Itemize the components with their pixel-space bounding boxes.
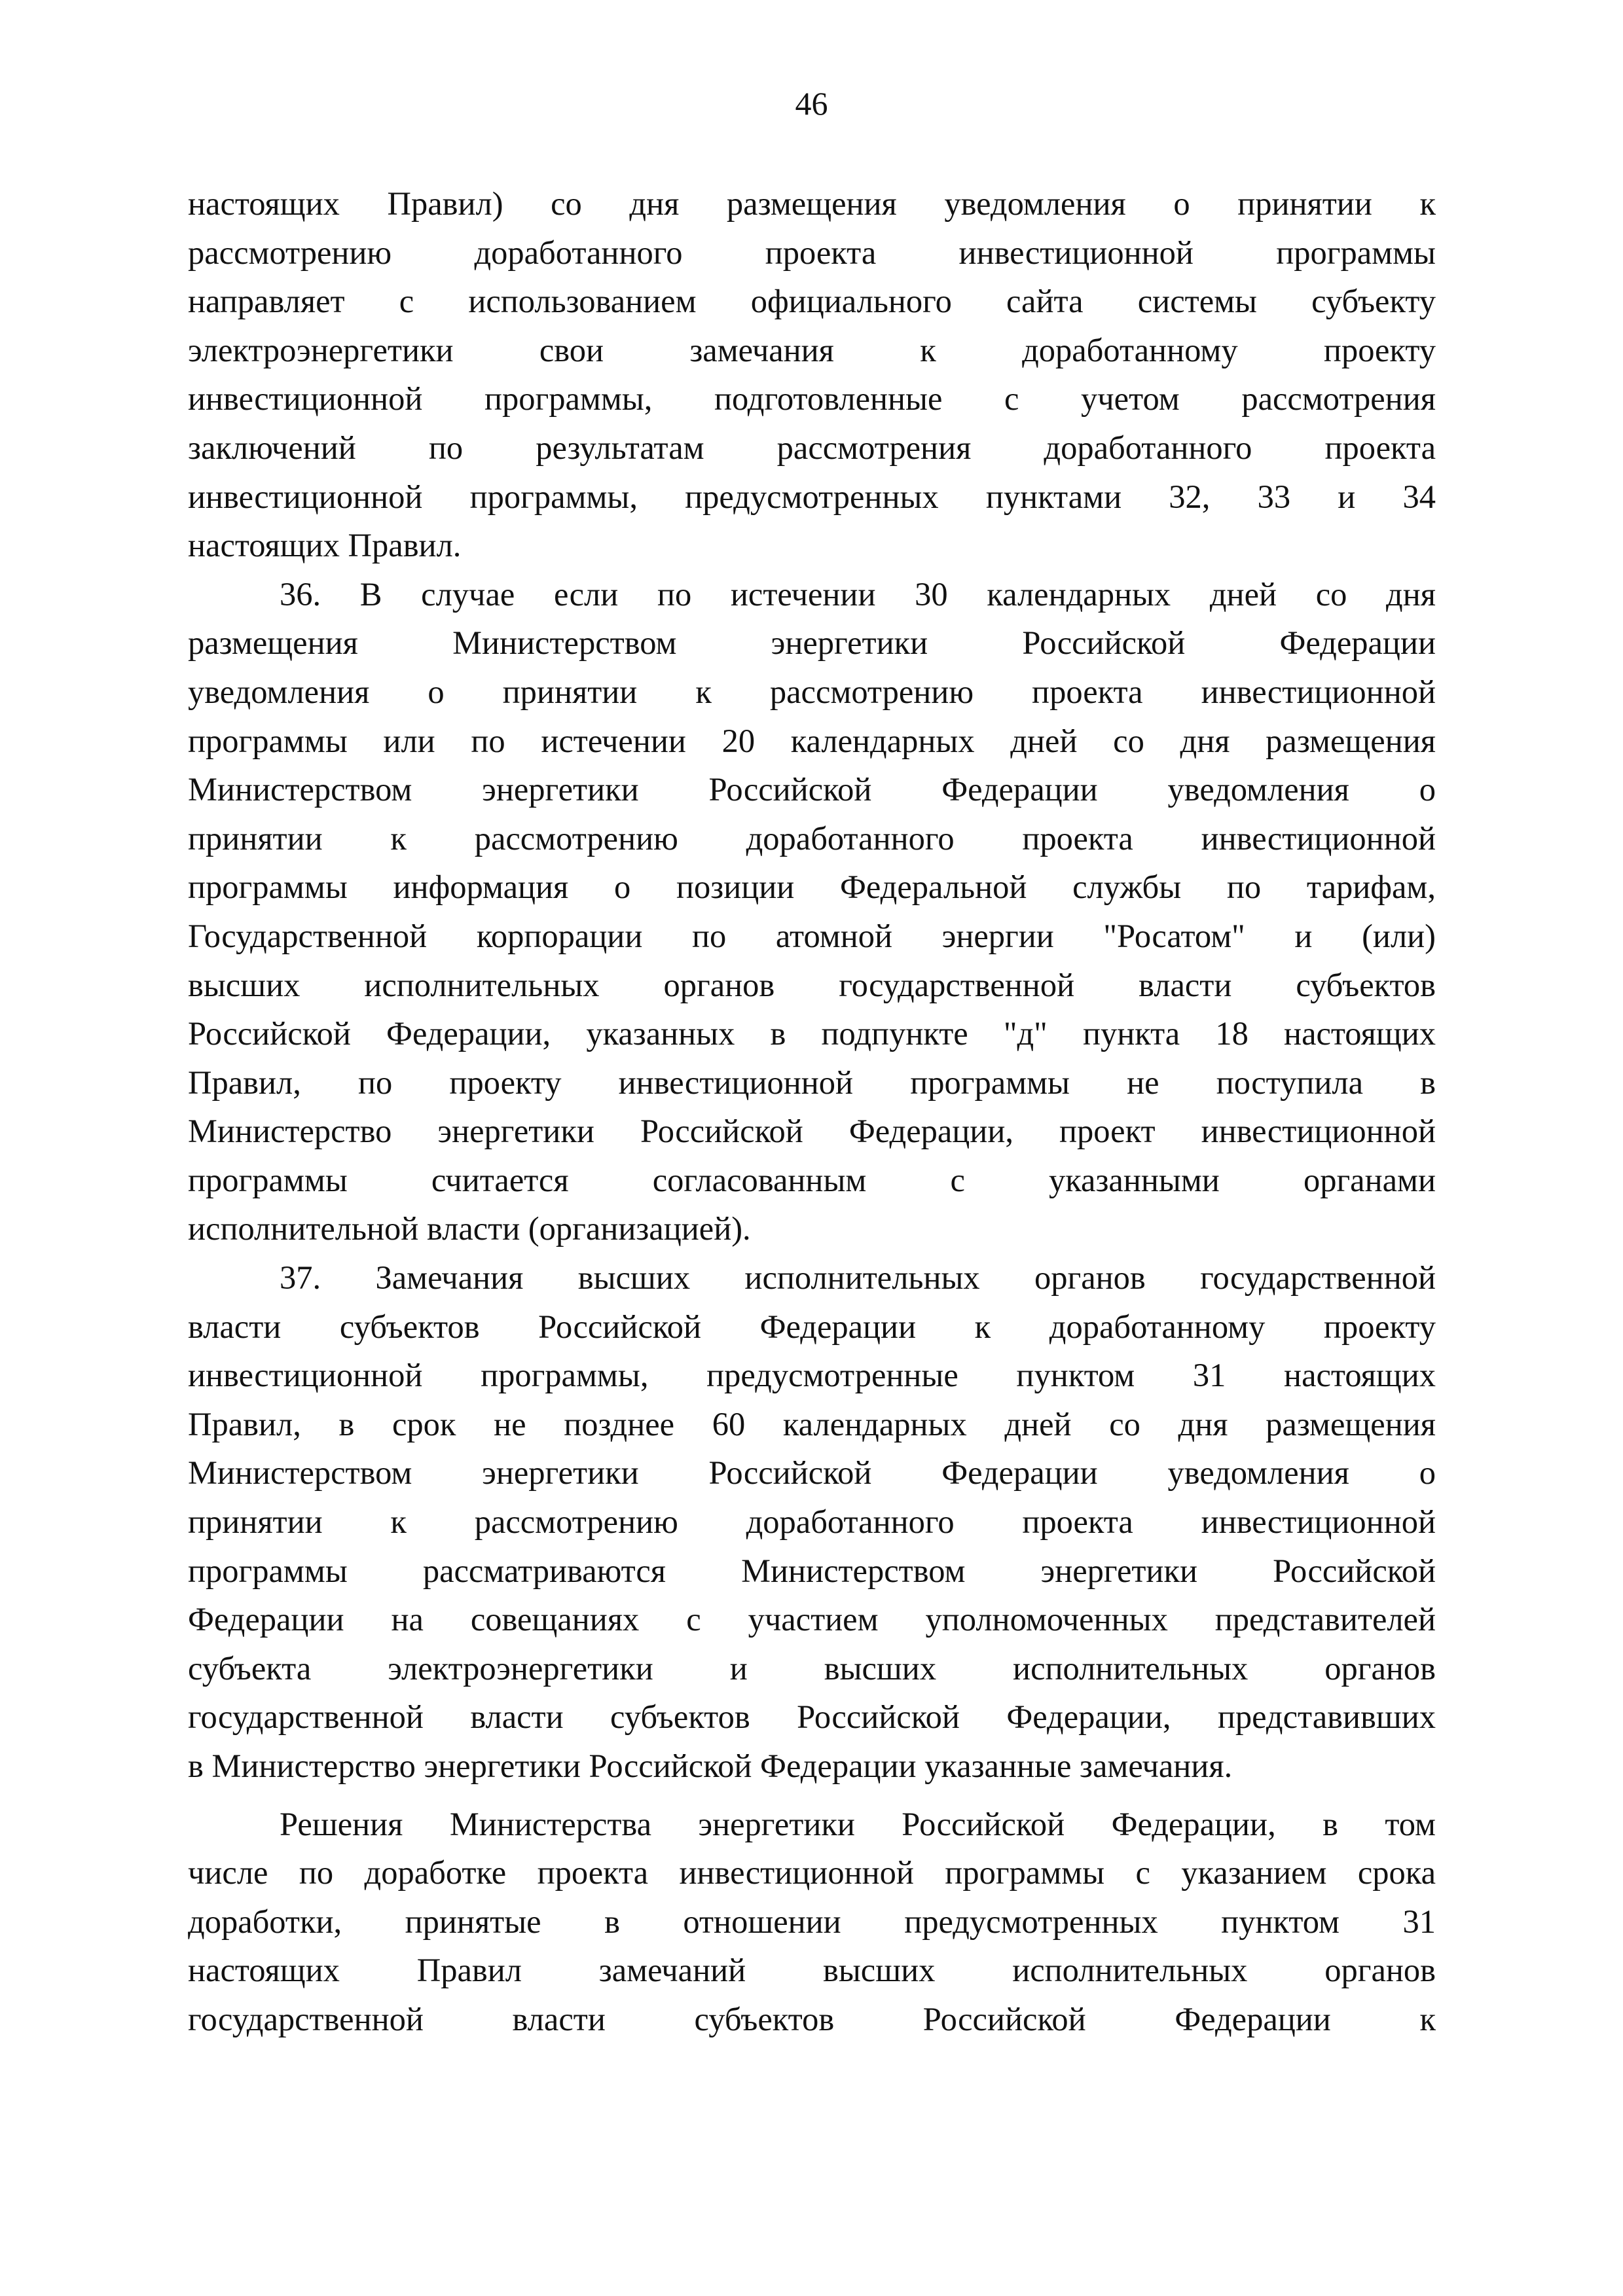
text-line: инвестиционной программы, предусмотренные пунктом 31 настоящих [188, 1357, 1436, 1394]
text-line: Федерации на совещаниях с участием уполномоченных представителей [188, 1601, 1436, 1638]
text-line: уведомления о принятии к рассмотрению проекта инвестиционной [188, 673, 1436, 710]
text-line: власти субъектов Российской Федерации к доработанному проекту [188, 1308, 1436, 1345]
text-line: доработки, принятые в отношении предусмотренных пунктом 31 [188, 1903, 1436, 1940]
document-body [188, 179, 1436, 2044]
text-line: настоящих Правил) со дня размещения уведомления о принятии к [188, 185, 1436, 222]
text-line: субъекта электроэнергетики и высших исполнительных органов [188, 1649, 1436, 1687]
text-line: принятии к рассмотрению доработанного проекта инвестиционной [188, 819, 1436, 857]
text-line: программы информация о позиции Федеральной службы по тарифам, [188, 869, 1436, 906]
page-number: 46 [795, 85, 828, 122]
text-line: настоящих Правил замечаний высших исполнительных органов [188, 1952, 1436, 1989]
text-line: Государственной корпорации по атомной энергии "Росатом" и (или) [188, 917, 1436, 954]
text-line: рассмотрению доработанного проекта инвестиционной программы [188, 234, 1436, 271]
text-line: числе по доработке проекта инвестиционной программы с указанием срока [188, 1854, 1436, 1892]
text-line: государственной власти субъектов Российской Федерации, представивших [188, 1698, 1436, 1736]
text-line: в Министерство энергетики Российской Федерации указанные замечания. [188, 1748, 1233, 1784]
text-line: Решения Министерства энергетики Российской Федерации, в том [280, 1805, 1436, 1842]
text-line: направляет с использованием официального сайта системы субъекту [188, 283, 1436, 320]
text-line: исполнительной власти (организацией). [188, 1210, 751, 1247]
text-line: государственной власти субъектов Российской Федерации к [188, 2000, 1436, 2037]
text-line: инвестиционной программы, подготовленные с учетом рассмотрения [188, 380, 1436, 418]
text-line: программы считается согласованным с указанными органами [188, 1161, 1436, 1198]
text-line: Министерство энергетики Российской Федерации, проект инвестиционной [188, 1113, 1436, 1150]
text-line: Министерством энергетики Российской Федерации уведомления о [188, 1454, 1436, 1492]
text-line: настоящих Правил. [188, 527, 462, 564]
text-line: 37. Замечания высших исполнительных органов государственной [280, 1259, 1436, 1297]
text-line: программы или по истечении 20 календарных дней со дня размещения [188, 722, 1436, 759]
paragraph-gap [188, 1791, 1436, 1800]
text-line: заключений по результатам рассмотрения доработанного проекта [188, 429, 1436, 466]
text-line: 36. В случае если по истечении 30 календарных дней со дня [280, 575, 1436, 613]
text-line: программы рассматриваются Министерством энергетики Российской [188, 1552, 1436, 1589]
text-line: Правил, по проекту инвестиционной программы не поступила в [188, 1064, 1436, 1101]
text-line: размещения Министерством энергетики Российской Федерации [188, 624, 1436, 662]
text-line: Министерством энергетики Российской Федерации уведомления о [188, 771, 1436, 808]
text-line: электроэнергетики свои замечания к доработанному проекту [188, 331, 1436, 368]
text-line: Российской Федерации, указанных в подпункте "д" пункта 18 настоящих [188, 1015, 1436, 1052]
text-line: высших исполнительных органов государственной власти субъектов [188, 966, 1436, 1003]
text-line: принятии к рассмотрению доработанного проекта инвестиционной [188, 1503, 1436, 1541]
text-line: инвестиционной программы, предусмотренных пунктами 32, 33 и 34 [188, 478, 1436, 515]
text-line: Правил, в срок не позднее 60 календарных дней со дня размещения [188, 1405, 1436, 1443]
